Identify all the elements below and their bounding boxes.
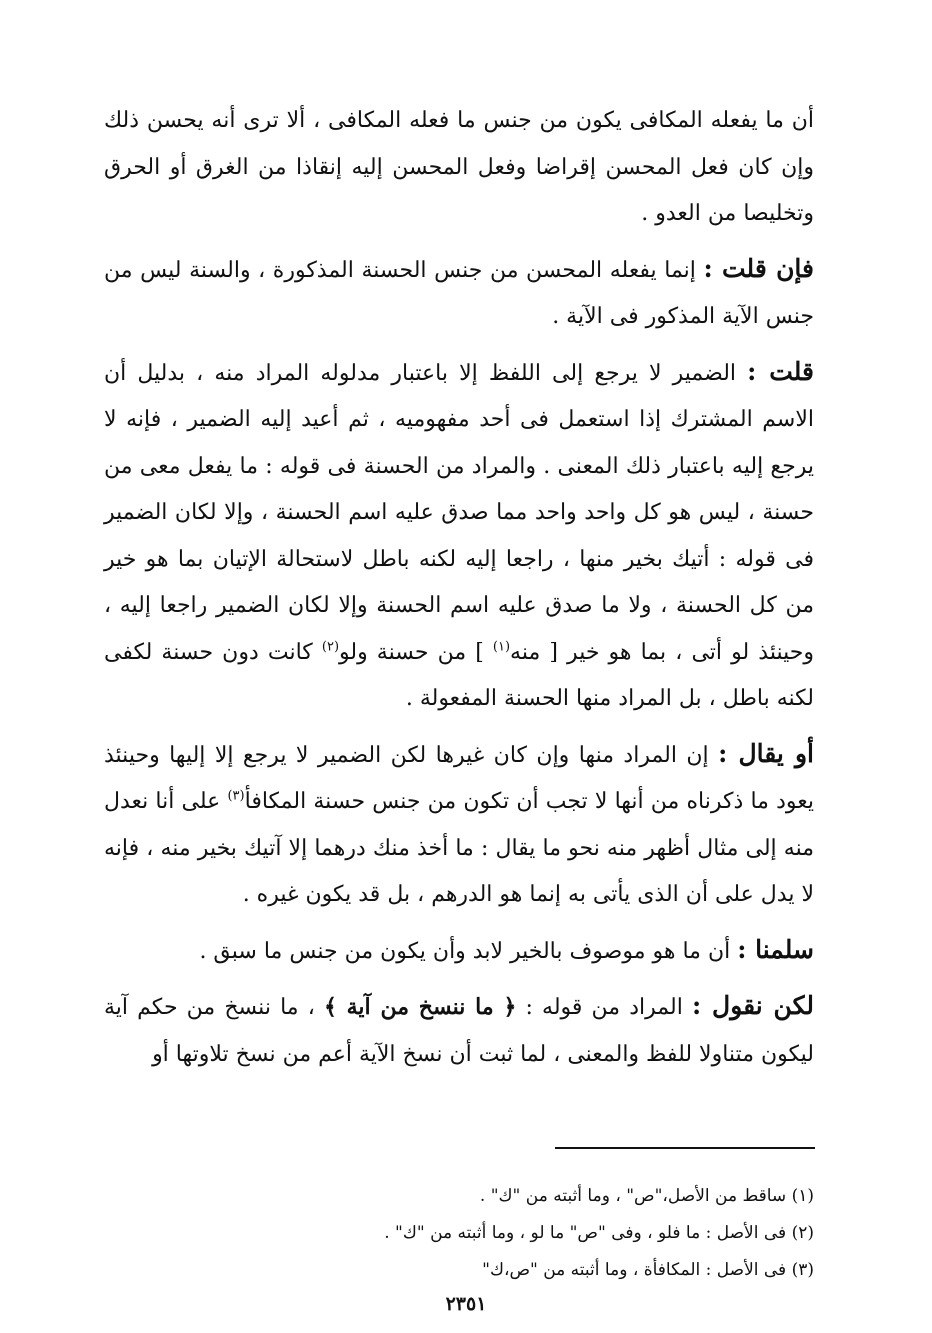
paragraph-5-lead: سلمنا : [737, 934, 814, 964]
paragraph-4-lead: أو يقال : [718, 738, 814, 768]
paragraph-3-text-a: الضمير لا يرجع إلى اللفظ إلا باعتبار مدلوله المراد منه ، بدليل أن الاسم المشترك إذا استعمل فى أحد مفهوميه ، ثم أعيد إليه الضمير ، فإنه لا يرجع إليه باعتبار ذلك المعنى . والمراد من الحسنة فى قوله : ما يفعل معى من حسنة ، ليس هو كل واحد واحد مما صدق عليه اسم الحسنة ، وإلا لكان الضمير فى قوله : أتيك بخير منها ، راجعا إليه لكنه باطل لاستحالة الإتيان بما هو خير من كل الحسنة ، ولا ما صدق عليه اسم الحسنة وإلا لكان الضمير راجعا إليه ، وحينئذ لو أتى ، بما هو خير [ منه [104, 360, 814, 665]
paragraph-1 [104, 98, 814, 238]
paragraph-4 [104, 731, 814, 919]
paragraph-6-text-a: المراد من قوله : [525, 995, 683, 1020]
footnote-divider [555, 1147, 815, 1149]
paragraph-5 [104, 927, 814, 976]
paragraph-6 [104, 983, 814, 1078]
footnote-ref-1: (١) [492, 639, 511, 655]
footnotes [104, 1178, 814, 1289]
page-number: ٢٣٥١ [445, 1293, 487, 1315]
paragraph-5-text: أن ما هو موصوف بالخير لابد وأن يكون من جنس ما سبق . [199, 938, 731, 964]
paragraph-6-lead: لكن نقول : [691, 991, 815, 1020]
paragraph-4-text-a: إن المراد منها وإن كان غيرها لكن الضمير لا يرجع إلا إليها وحينئذ يعود ما ذكرناه من أنها لا تجب أن تكون من جنس حسنة المكافأ [104, 742, 814, 814]
paragraph-3-lead: قلت : [747, 356, 814, 386]
paragraph-2-lead: فإن قلت : [703, 253, 814, 283]
paragraph-6-text-b: ، ما ننسخ من حكم آية ليكون متناولا للفظ والمعنى ، لما ثبت أن نسخ الآية أعم من نسخ تلاوتها أو [104, 995, 814, 1067]
paragraph-2-text: إنما يفعله المحسن من جنس الحسنة المذكورة ، والسنة ليس من جنس الآية المذكور فى الآية . [104, 257, 814, 329]
footnote-1: (١) ساقط من الأصل،"ص" ، وما أثبته من "ك" . [479, 1186, 814, 1206]
paragraph-1-text: أن ما يفعله المكافى يكون من جنس ما فعله المكافى ، ألا ترى أنه يحسن ذلك وإن كان فعل المحسن إقراضا وفعل المحسن إليه إنقاذا من الغرق أو الحرق وتخليصا من العدو . [104, 108, 814, 226]
footnote-ref-3: (٣) [227, 788, 245, 804]
quran-quote: ﴿ ما ننسخ من آية ﴾ [323, 994, 517, 1020]
footnote-2: (٢) فى الأصل : ما فلو ، وفى "ص" ما لو ، وما أثبته من "ك" . [384, 1223, 814, 1243]
main-text [104, 98, 814, 1086]
paragraph-3-text-b: ] من حسنة ولو [339, 639, 484, 665]
paragraph-3 [104, 349, 814, 723]
paragraph-2 [104, 246, 814, 341]
footnote-ref-2: (٢) [321, 639, 340, 655]
paragraph-4-text-b: على أنا نعدل منه إلى مثال أظهر منه نحو ما يقال : ما أخذ منك درهما إلا آتيك بخير منه ، فإنه لا يدل على أن الذى يأتى به إنما هو الدرهم ، بل قد يكون غيره . [104, 789, 814, 907]
paragraph-3-text-c: كانت دون حسنة لكفى لكنه باطل ، بل المراد منها الحسنة المفعولة . [104, 639, 814, 711]
footnote-3: (٣) فى الأصل : المكافأة ، وما أثبته من "ص،ك" [482, 1260, 814, 1280]
